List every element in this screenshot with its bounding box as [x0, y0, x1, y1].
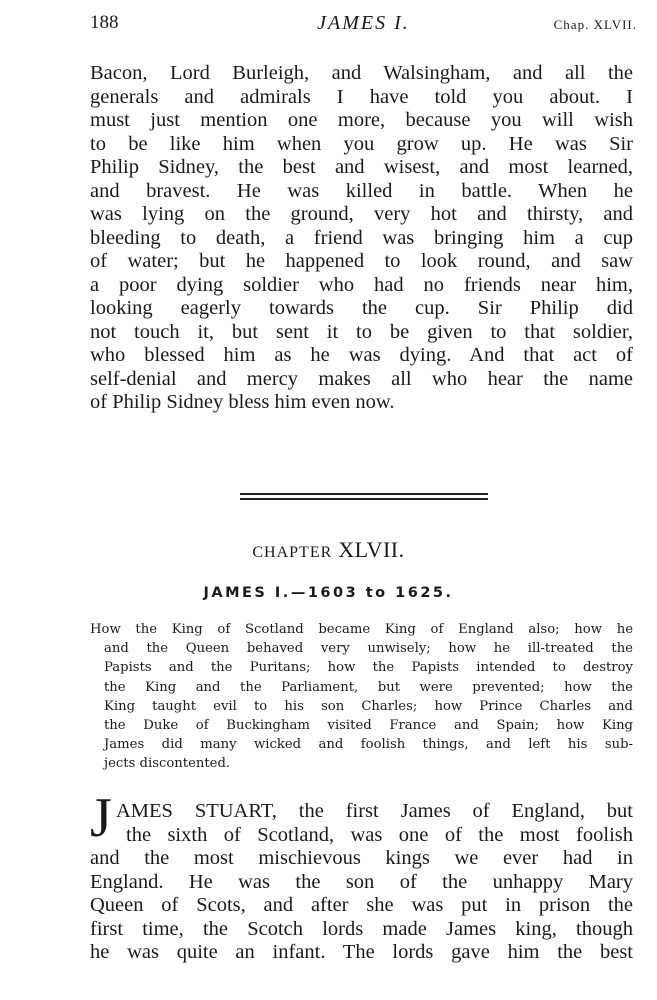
text-line: first time, the Scotch lords made James king, though	[90, 917, 633, 940]
text-line: bleeding to death, a friend was bringing him a cup	[90, 226, 633, 249]
text-line: the sixth of Scotland, was one of the most foolish	[126, 823, 633, 846]
chapter-reference: Chap. XLVII.	[553, 17, 637, 32]
drop-cap: J	[90, 787, 112, 849]
text-line: must just mention one more, because you will wish	[90, 109, 633, 131]
double-rule-divider	[240, 493, 488, 500]
text-line: Queen of Scots, and after she was put in prison the	[90, 894, 633, 916]
paragraph-james-stuart	[90, 800, 633, 965]
running-title: JAMES I.	[317, 12, 410, 34]
summary-line: the Duke of Buckingham visited France and Spain; how King	[104, 717, 633, 733]
chapter-subtitle: JAMES I.—1603 to 1625.	[203, 585, 454, 601]
summary-line: James did many wicked and foolish things, and left his sub-	[104, 737, 633, 753]
text-line: he was quite an infant. The lords gave him the best	[90, 941, 633, 963]
chapter-label: CHAPTER	[252, 544, 333, 561]
text-line: and the most mischievous kings we ever had in	[90, 847, 633, 869]
text-line: Philip Sidney, the best and wisest, and most learned,	[90, 156, 633, 178]
text-line: a poor dying soldier who had no friends near him,	[90, 273, 633, 296]
summary-line: King taught evil to his son Charles; how Prince Charles and	[104, 698, 633, 714]
text-line: was lying on the ground, very hot and thirsty, and	[90, 203, 633, 225]
chapter-heading	[0, 537, 657, 563]
text-line: and bravest. He was killed in battle. When he	[90, 179, 633, 202]
text-line: Bacon, Lord Burleigh, and Walsingham, and all the	[90, 62, 633, 84]
page-number: 188	[90, 12, 119, 33]
chapter-number: XLVII.	[338, 537, 405, 562]
text-line: generals and admirals I have told you about. I	[90, 85, 633, 108]
chapter-summary	[90, 620, 633, 774]
text-line: not touch it, but sent it to be given to that soldier,	[90, 320, 633, 343]
paragraph-sidney	[90, 62, 633, 415]
text-line: of Philip Sidney bless him even now.	[90, 391, 395, 413]
summary-line: How the King of Scotland became King of England also; how he	[90, 622, 633, 637]
text-line: AMES STUART, the first James of England, but	[116, 800, 633, 822]
text-line: to be like him when you grow up. He was Sir	[90, 132, 633, 155]
text-line: looking eagerly towards the cup. Sir Philip did	[90, 297, 633, 319]
summary-line: and the Queen behaved very unwisely; how he ill-treated the	[104, 641, 633, 657]
summary-line: the King and the Parliament, but were prevented; how the	[104, 679, 633, 695]
text-line: who blessed him as he was dying. And that act of	[90, 344, 633, 366]
text-line: self-denial and mercy makes all who hear the name	[90, 367, 633, 390]
summary-line: Papists and the Puritans; how the Papists intended to destroy	[104, 660, 633, 676]
running-header	[90, 10, 637, 44]
text-line: of water; but he happened to look round, and saw	[90, 250, 633, 272]
text-line: England. He was the son of the unhappy Mary	[90, 870, 633, 893]
summary-line: jects discontented.	[104, 756, 231, 772]
